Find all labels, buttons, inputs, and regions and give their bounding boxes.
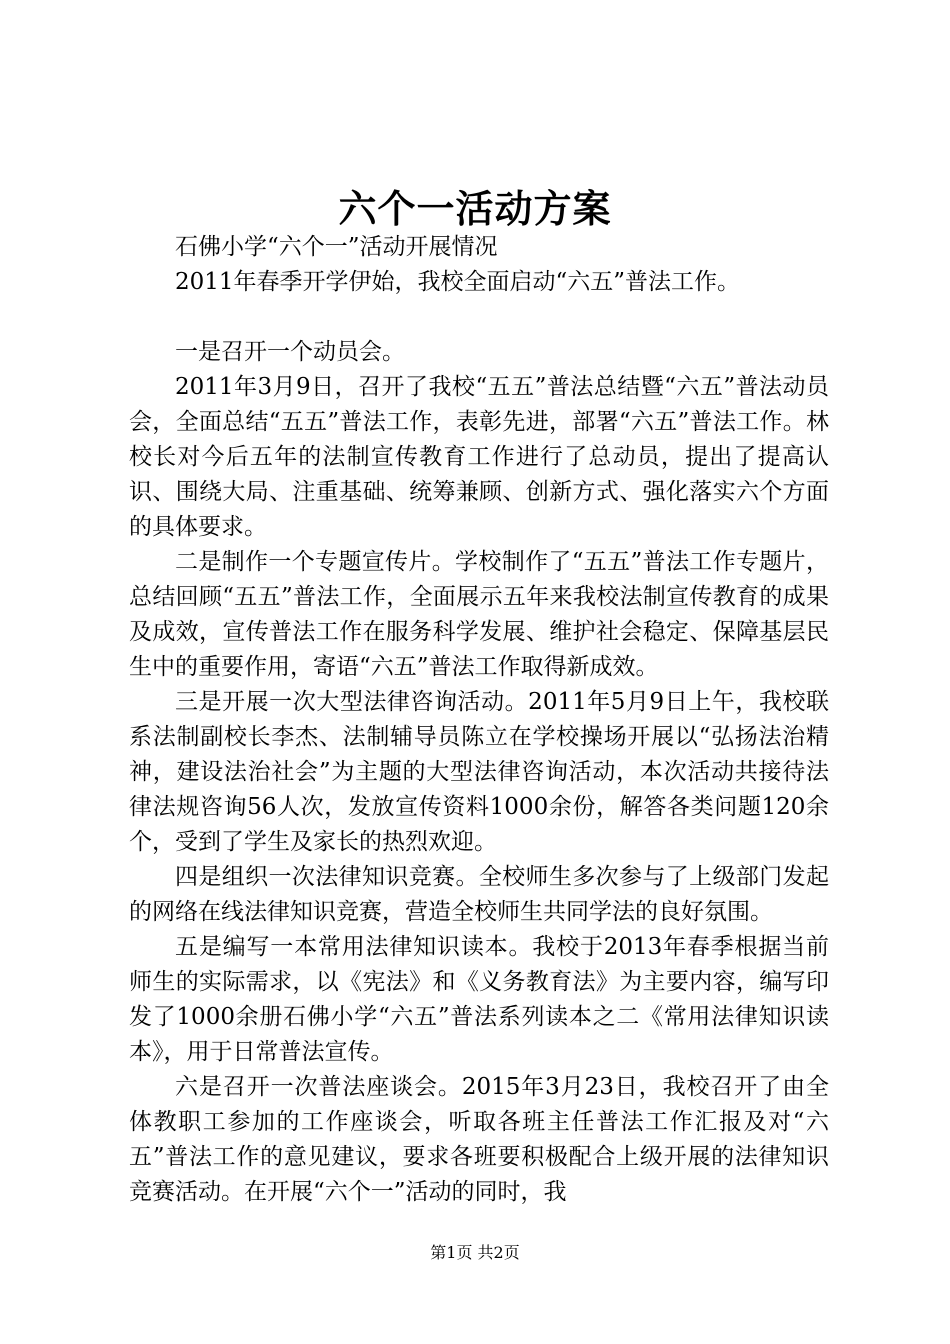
document-body bbox=[129, 230, 829, 1210]
paragraph-item-1-body: 2011年3月9日，召开了我校“五五”普法总结暨“六五”普法动员会，全面总结“五五”普法工作，表彰先进，部署“六五”普法工作。林校长对今后五年的法制宣传教育工作进行了总动员，提出了提高认识、围绕大局、注重基础、统筹兼顾、创新方式、强化落实六个方面的具体要求。 bbox=[129, 374, 829, 540]
paragraph-item-6: 六是召开一次普法座谈会。2015年3月23日，我校召开了由全体教职工参加的工作座谈会，听取各班主任普法工作汇报及对“六五”普法工作的意见建议，要求各班要积极配合上级开展的法律知识竞赛活动。在开展“六个一”活动的同时，我 bbox=[129, 1074, 829, 1205]
paragraph-item-1-heading: 一是召开一个动员会。 bbox=[175, 339, 405, 365]
paragraph-intro: 2011年春季开学伊始，我校全面启动“六五”普法工作。 bbox=[175, 269, 741, 295]
paragraph-item-3: 三是开展一次大型法律咨询活动。2011年5月9日上午，我校联系法制副校长李杰、法制辅导员陈立在学校操场开展以“弘扬法治精神，建设法治社会”为主题的大型法律咨询活动，本次活动共接待法律法规咨询56人次，发放宣传资料1000余份，解答各类问题120余个，受到了学生及家长的热烈欢迎。 bbox=[129, 689, 829, 855]
document-title: 六个一活动方案 bbox=[338, 186, 612, 231]
paragraph-subtitle: 石佛小学“六个一”活动开展情况 bbox=[175, 234, 498, 260]
paragraph-item-5: 五是编写一本常用法律知识读本。我校于2013年春季根据当前师生的实际需求，以《宪法》和《义务教育法》为主要内容，编写印发了1000余册石佛小学“六五”普法系列读本之二《常用法律知识读本》，用于日常普法宣传。 bbox=[129, 934, 829, 1065]
paragraph-item-4: 四是组织一次法律知识竞赛。全校师生多次参与了上级部门发起的网络在线法律知识竞赛，营造全校师生共同学法的良好氛围。 bbox=[129, 864, 829, 925]
page-number-footer: 第1页 共2页 bbox=[430, 1243, 520, 1262]
paragraph-item-2: 二是制作一个专题宣传片。学校制作了“五五”普法工作专题片，总结回顾“五五”普法工作，全面展示五年来我校法制宣传教育的成果及成效，宣传普法工作在服务科学发展、维护社会稳定、保障基层民生中的重要作用，寄语“六五”普法工作取得新成效。 bbox=[129, 549, 829, 680]
